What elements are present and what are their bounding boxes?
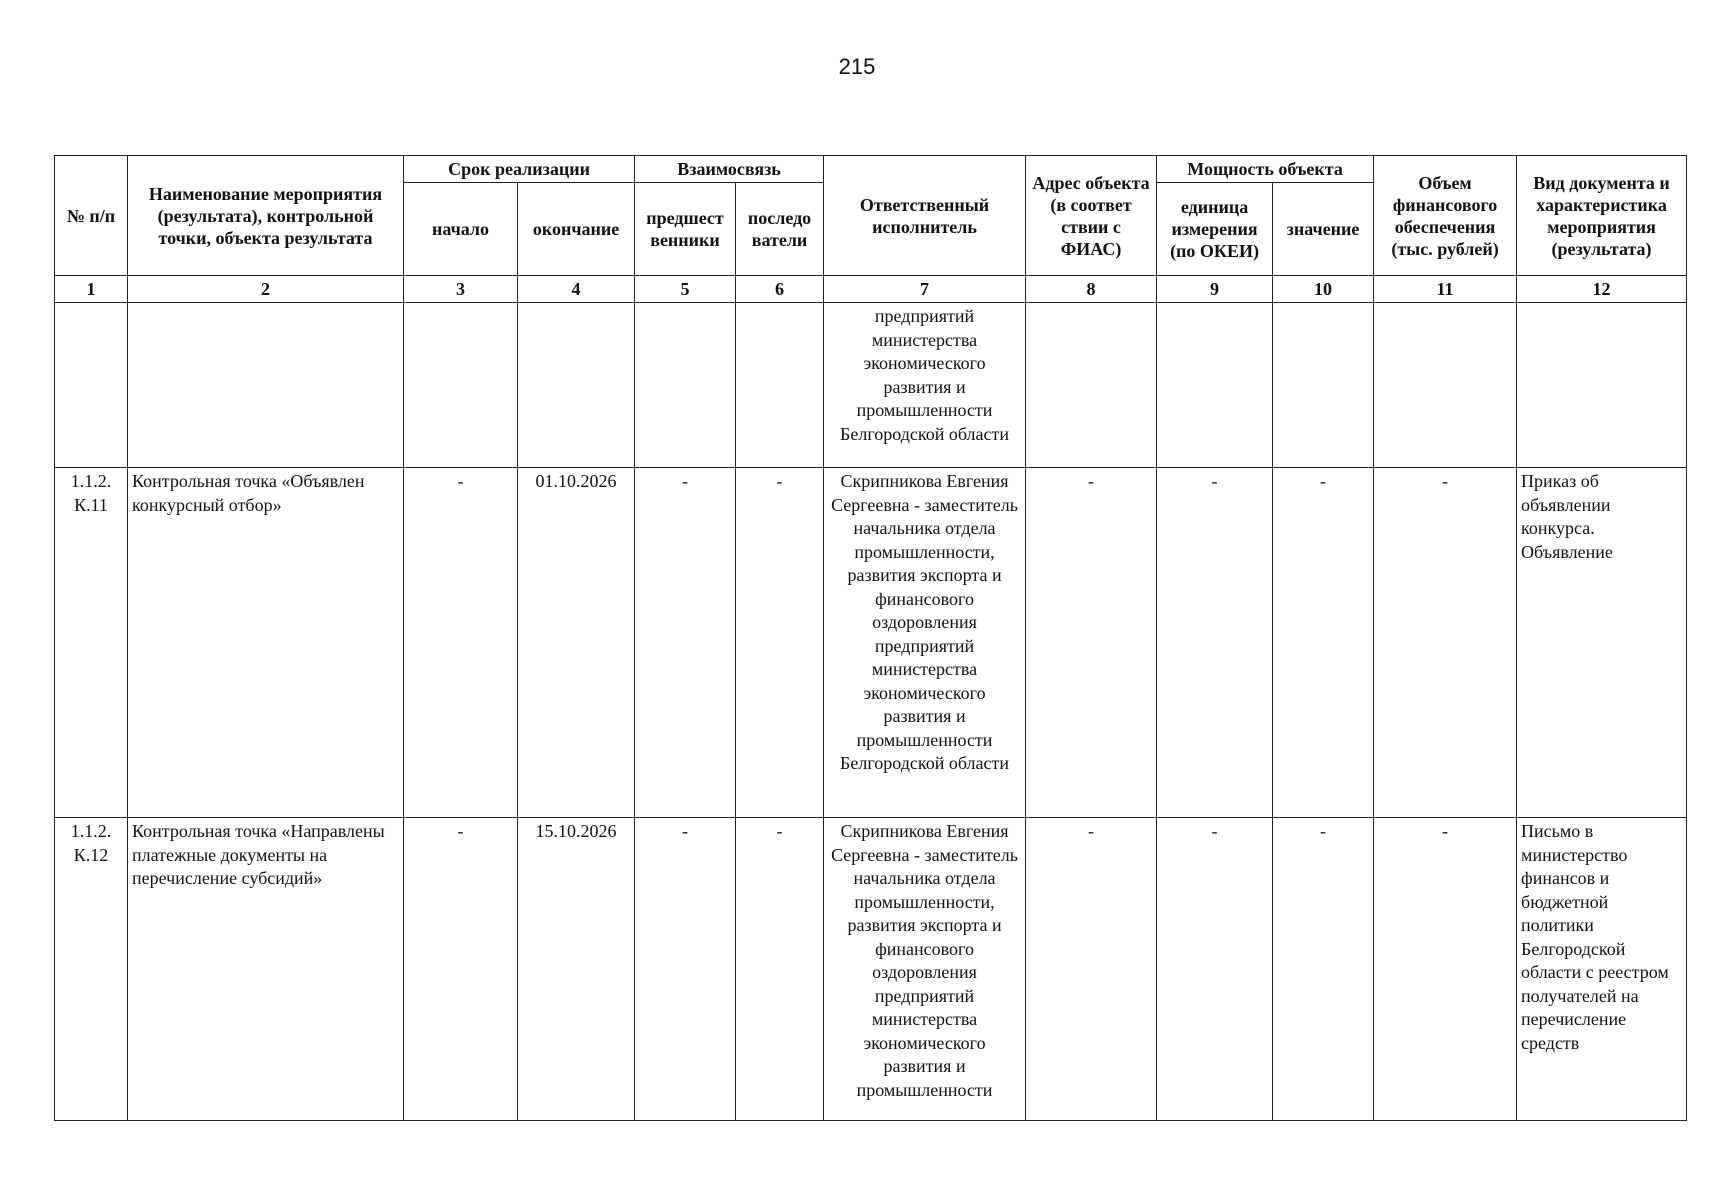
- header-value: значение: [1273, 183, 1374, 276]
- page-number: 215: [838, 54, 876, 79]
- column-number: 3: [404, 276, 518, 303]
- cell-document: [1517, 303, 1687, 468]
- column-number: 8: [1026, 276, 1157, 303]
- cell-start: [404, 303, 518, 468]
- cell-pred: [635, 303, 736, 468]
- cell-succ: [736, 303, 824, 468]
- header-num: № п/п: [55, 156, 128, 276]
- cell-unit: -: [1157, 468, 1273, 818]
- cell-value: [1273, 303, 1374, 468]
- cell-address: [1026, 303, 1157, 468]
- column-number: 9: [1157, 276, 1273, 303]
- header-row-1: [55, 156, 1687, 183]
- header-successors: последо ватели: [736, 183, 824, 276]
- cell-responsible: предприятий министерства экономического развития и промышленности Белгородской области: [824, 303, 1026, 468]
- header-responsible: Ответственный исполнитель: [824, 156, 1026, 276]
- cell-start: -: [404, 818, 518, 1121]
- cell-address: -: [1026, 468, 1157, 818]
- cell-succ: -: [736, 468, 824, 818]
- cell-end: [518, 303, 635, 468]
- cell-document: Приказ об объявлении конкурса. Объявление: [1517, 468, 1687, 818]
- cell-document: Письмо в министерство финансов и бюджетной политики Белгородской области с реестром получателей на перечисление средств: [1517, 818, 1687, 1121]
- cell-name: Контрольная точка «Направлены платежные документы на перечисление субсидий»: [128, 818, 404, 1121]
- cell-financing: -: [1374, 468, 1517, 818]
- cell-pred: -: [635, 468, 736, 818]
- table-row: [55, 468, 1687, 818]
- column-number: 6: [736, 276, 824, 303]
- cell-num: [55, 303, 128, 468]
- column-number: 11: [1374, 276, 1517, 303]
- cell-num: 1.1.2. К.11: [55, 468, 128, 818]
- cell-responsible: Скрипникова Евгения Сергеевна - заместитель начальника отдела промышленности, развития экспорта и финансового оздоровления предприятий министерства экономического развития и промышленности Белгородской области: [824, 468, 1026, 818]
- column-number: 5: [635, 276, 736, 303]
- header-address: Адрес объекта (в соответ ствии с ФИАС): [1026, 156, 1157, 276]
- cell-pred: -: [635, 818, 736, 1121]
- plan-table: [54, 155, 1687, 1121]
- cell-name: Контрольная точка «Объявлен конкурсный отбор»: [128, 468, 404, 818]
- header-financing: Объем финансового обеспечения (тыс. рублей): [1374, 156, 1517, 276]
- header-end: окончание: [518, 183, 635, 276]
- header-link-group: Взаимосвязь: [635, 156, 824, 183]
- header-name: Наименование мероприятия (результата), контрольной точки, объекта результата: [128, 156, 404, 276]
- cell-responsible: Скрипникова Евгения Сергеевна - заместитель начальника отдела промышленности, развития экспорта и финансового оздоровления предприятий министерства экономического развития и промышленности: [824, 818, 1026, 1121]
- cell-address: -: [1026, 818, 1157, 1121]
- cell-name: [128, 303, 404, 468]
- column-number: 10: [1273, 276, 1374, 303]
- header-document: Вид документа и характеристика мероприятия (результата): [1517, 156, 1687, 276]
- column-number: 12: [1517, 276, 1687, 303]
- column-number-row: [55, 276, 1687, 303]
- cell-unit: -: [1157, 818, 1273, 1121]
- header-period-group: Срок реализации: [404, 156, 635, 183]
- cell-value: -: [1273, 468, 1374, 818]
- cell-end: 15.10.2026: [518, 818, 635, 1121]
- header-power-group: Мощность объекта: [1157, 156, 1374, 183]
- cell-financing: [1374, 303, 1517, 468]
- cell-succ: -: [736, 818, 824, 1121]
- table-row: [55, 818, 1687, 1121]
- cell-num: 1.1.2. К.12: [55, 818, 128, 1121]
- header-predecessors: предшест венники: [635, 183, 736, 276]
- cell-end: 01.10.2026: [518, 468, 635, 818]
- column-number: 4: [518, 276, 635, 303]
- cell-start: -: [404, 468, 518, 818]
- column-number: 7: [824, 276, 1026, 303]
- table-row: [55, 303, 1687, 468]
- header-start: начало: [404, 183, 518, 276]
- column-number: 2: [128, 276, 404, 303]
- cell-value: -: [1273, 818, 1374, 1121]
- cell-financing: -: [1374, 818, 1517, 1121]
- column-number: 1: [55, 276, 128, 303]
- header-unit: единица измерения (по ОКЕИ): [1157, 183, 1273, 276]
- cell-unit: [1157, 303, 1273, 468]
